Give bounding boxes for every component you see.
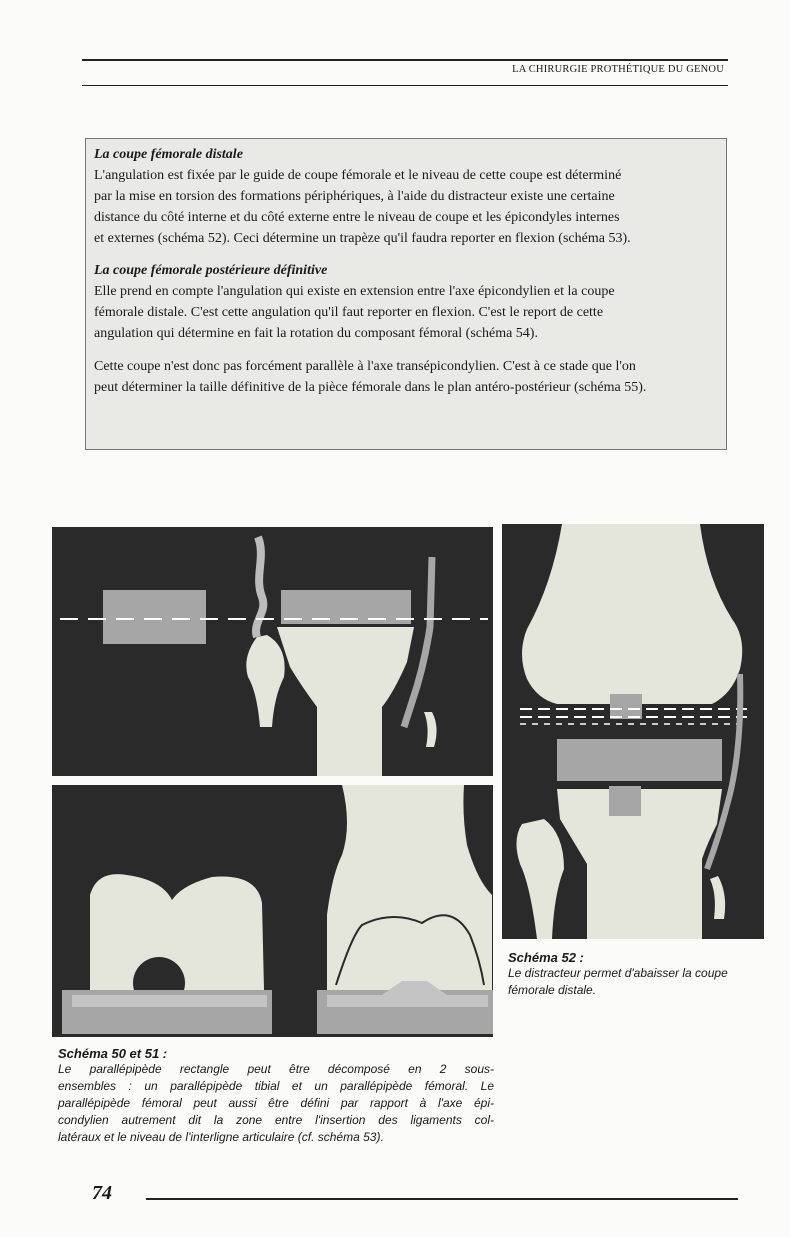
section-title-distal-cut: La coupe fémorale distale <box>94 147 243 162</box>
section1-line: distance du côté interne et du côté externe entre le niveau de coupe et les épicondyles internes <box>94 210 620 225</box>
section3-line: peut déterminer la taille définitive de la pièce fémorale dans le plan antéro-postérieur (schéma 55). <box>94 380 647 395</box>
caption-line: condylien autrement dit la zone entre l'insertion des ligaments col- <box>58 1113 494 1127</box>
caption-schema-50-51 <box>58 1046 494 1146</box>
running-title: LA CHIRURGIE PROTHÉTIQUE DU GENOU <box>512 64 724 75</box>
page-number: 74 <box>92 1182 112 1204</box>
section2-line: angulation qui détermine en fait la rotation du composant fémoral (schéma 54). <box>94 326 538 341</box>
caption-line: Le distracteur permet d'abaisser la coupe <box>508 966 728 980</box>
caption-line: latéraux et le niveau de l'interligne articulaire (cf. schéma 53). <box>58 1130 384 1144</box>
caption-line: Le parallépipède rectangle peut être décomposé en 2 sous- <box>58 1062 494 1076</box>
section3-line: Cette coupe n'est donc pas forcément parallèle à l'axe transépicondylien. C'est à ce stade que l'on <box>94 359 636 374</box>
section2-line: Elle prend en compte l'angulation qui existe en extension entre l'axe épicondylien et la coupe <box>94 284 615 299</box>
summary-box <box>85 138 727 450</box>
header-top-rule <box>82 59 728 61</box>
caption-line: fémorale distale. <box>508 983 597 997</box>
header-bottom-rule <box>82 85 728 86</box>
figure-51-diagram <box>52 785 493 1037</box>
caption-line: ensembles : un parallépipède tibial et un parallépipède fémoral. Le <box>58 1079 494 1093</box>
caption-title: Schéma 50 et 51 : <box>58 1046 168 1061</box>
section-title-posterior-cut: La coupe fémorale postérieure définitive <box>94 263 328 278</box>
caption-title: Schéma 52 : <box>508 950 584 965</box>
figure-50-diagram <box>52 527 493 776</box>
figure-52-diagram <box>502 524 764 939</box>
section2-line: fémorale distale. C'est cette angulation qu'il faut reporter en flexion. C'est le report de cette <box>94 305 604 320</box>
section1-line: par la mise en torsion des formations périphériques, à l'aide du distracteur existe une certaine <box>94 189 615 204</box>
section1-line: L'angulation est fixée par le guide de coupe fémorale et le niveau de cette coupe est déterminé <box>94 168 622 183</box>
footer-rule <box>146 1198 738 1200</box>
caption-schema-52 <box>508 950 770 999</box>
caption-line: parallépipède fémoral peut aussi être défini par rapport à l'axe épi- <box>58 1096 494 1110</box>
section1-line: et externes (schéma 52). Ceci détermine un trapèze qu'il faudra reporter en flexion (schéma 53). <box>94 231 631 246</box>
